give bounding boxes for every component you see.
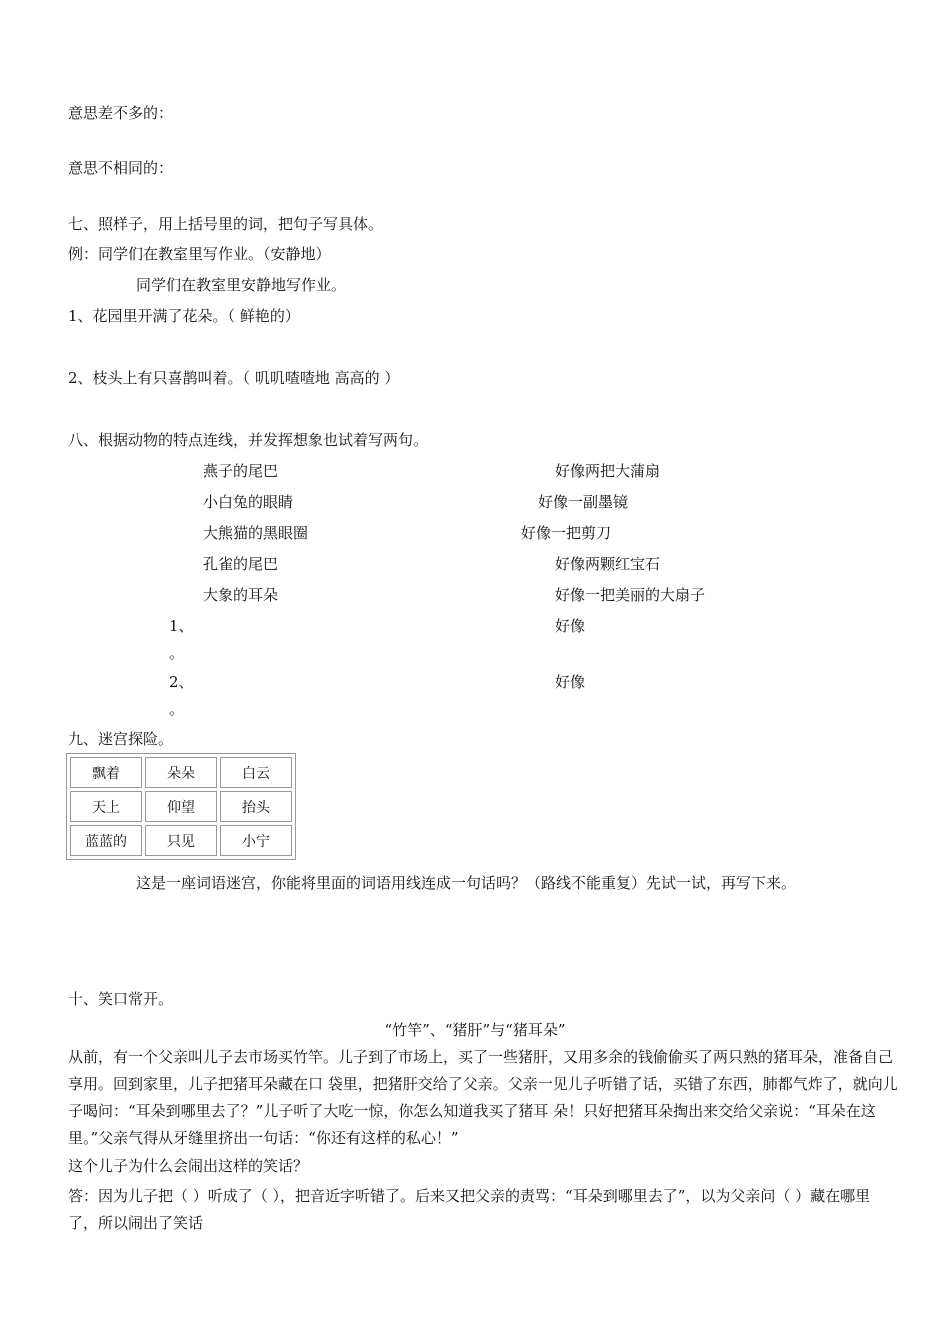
word-maze-grid bbox=[66, 753, 296, 860]
animal-feature-left-4: 孔雀的尾巴 bbox=[203, 555, 279, 573]
section7-question-1: 1、花园里开满了花朵。（ 鲜艳的） bbox=[68, 307, 300, 325]
story-question: 这个儿子为什么会闹出这样的笑话？ bbox=[68, 1157, 309, 1175]
maze-cell: 朵朵 bbox=[145, 757, 217, 788]
animal-feature-left-5: 大象的耳朵 bbox=[203, 586, 279, 604]
write-line-1-end: 。 bbox=[169, 644, 185, 662]
maze-cell: 仰望 bbox=[145, 791, 217, 822]
section7-example: 例：同学们在教室里写作业。（安静地） bbox=[68, 245, 331, 263]
maze-cell: 抬头 bbox=[220, 791, 292, 822]
maze-instruction: 这是一座词语迷宫，你能将里面的词语用线连成一句话吗？（路线不能重复）先试一试，再写下来。 bbox=[136, 874, 797, 892]
simile-right-1: 好像两把大蒲扇 bbox=[555, 462, 661, 480]
section7-example-answer: 同学们在教室里安静地写作业。 bbox=[136, 276, 347, 294]
write-line-1-number: 1、 bbox=[169, 617, 194, 635]
section7-heading: 七、照样子，用上括号里的词，把句子写具体。 bbox=[68, 215, 384, 233]
section10-heading: 十、笑口常开。 bbox=[68, 990, 174, 1008]
story-title: “竹竿”、“猪肝”与“猪耳朵” bbox=[384, 1021, 566, 1039]
animal-feature-left-1: 燕子的尾巴 bbox=[203, 462, 279, 480]
write-line-2-number: 2、 bbox=[169, 673, 194, 691]
different-words-label: 意思不相同的： bbox=[68, 159, 174, 177]
similar-words-label: 意思差不多的： bbox=[68, 104, 174, 122]
animal-feature-left-3: 大熊猫的黑眼圈 bbox=[203, 524, 309, 542]
section8-heading: 八、根据动物的特点连线，并发挥想象也试着写两句。 bbox=[68, 431, 429, 449]
simile-right-4: 好像两颗红宝石 bbox=[555, 555, 661, 573]
maze-cell: 蓝蓝的 bbox=[70, 825, 142, 856]
animal-feature-left-2: 小白兔的眼睛 bbox=[203, 493, 294, 511]
simile-right-3: 好像一把剪刀 bbox=[521, 524, 612, 542]
maze-cell: 天上 bbox=[70, 791, 142, 822]
maze-cell: 白云 bbox=[220, 757, 292, 788]
write-line-1-like: 好像 bbox=[555, 617, 586, 635]
maze-cell: 只见 bbox=[145, 825, 217, 856]
simile-right-2: 好像一副墨镜 bbox=[538, 493, 629, 511]
maze-cell: 小宁 bbox=[220, 825, 292, 856]
section7-question-2: 2、枝头上有只喜鹊叫着。（ 叽叽喳喳地 高高的 ） bbox=[68, 369, 400, 387]
section9-heading: 九、迷宫探险。 bbox=[68, 730, 174, 748]
maze-cell: 飘着 bbox=[70, 757, 142, 788]
story-answer: 答：因为儿子把（ ）听成了（ ），把音近字听错了。后来又把父亲的责骂：“耳朵到哪里去了”，以为父亲问（ ）藏在哪里了，所以闹出了笑话 bbox=[68, 1187, 871, 1232]
write-line-2-end: 。 bbox=[169, 700, 185, 718]
story-paragraph: 从前，有一个父亲叫儿子去市场买竹竿。儿子到了市场上，买了一些猪肝，又用多余的钱偷偷买了两只熟的猪耳朵，准备自己享用。回到家里，儿子把猪耳朵藏在口 袋里，把猪肝交给了父亲。父亲一见儿子听错了话，买错了东西，肺都气炸了，就向儿子喝问：“耳朵到哪里去了？”儿子听了大吃一惊，你怎么知道我买了猪耳 朵！只好把猪耳朵掏出来交给父亲说：“耳朵在这里。”父亲气得从牙缝里挤出一句话：“你还有这样的私心！” bbox=[68, 1048, 898, 1147]
write-line-2-like: 好像 bbox=[555, 673, 586, 691]
simile-right-5: 好像一把美丽的大扇子 bbox=[555, 586, 706, 604]
